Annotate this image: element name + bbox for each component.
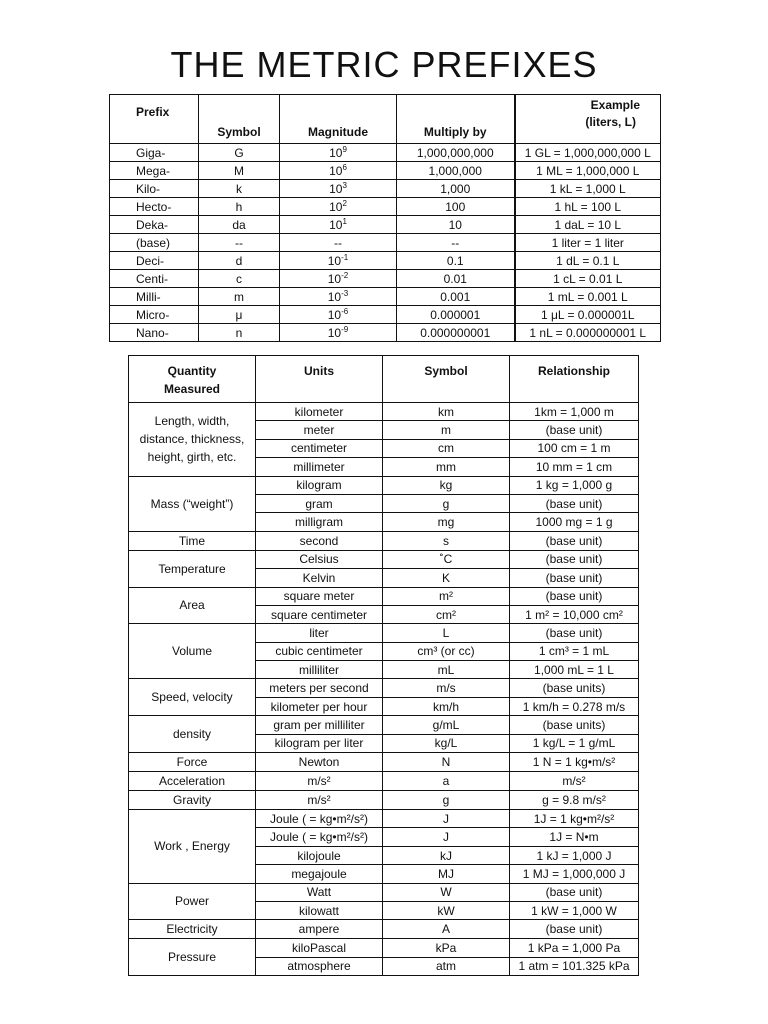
magnitude-exponent: -9 bbox=[341, 324, 349, 334]
relationship-cell: 1 km/h = 0.278 m/s bbox=[510, 697, 639, 715]
quantity-cell: Time bbox=[129, 531, 256, 550]
multiply-cell: 0.001 bbox=[397, 288, 515, 306]
magnitude-base: 10 bbox=[329, 181, 343, 196]
symbol-cell: d bbox=[199, 252, 280, 270]
multiply-cell: 1,000,000,000 bbox=[397, 144, 515, 162]
symbol-cell: g/mL bbox=[383, 716, 510, 734]
units-row bbox=[129, 587, 639, 605]
units-row bbox=[129, 920, 639, 939]
header-relationship: Relationship bbox=[510, 356, 639, 403]
prefix-table-body bbox=[110, 144, 661, 342]
prefix-cell: (base) bbox=[110, 234, 199, 252]
relationship-cell: 1 kW = 1,000 W bbox=[510, 901, 639, 919]
symbol-cell: m² bbox=[383, 587, 510, 605]
unit-cell: millimeter bbox=[256, 458, 383, 476]
prefix-row bbox=[110, 216, 661, 234]
unit-cell: ampere bbox=[256, 920, 383, 939]
relationship-cell: 1 kg = 1,000 g bbox=[510, 476, 639, 494]
units-row bbox=[129, 716, 639, 734]
relationship-cell: (base unit) bbox=[510, 421, 639, 439]
magnitude-cell bbox=[280, 198, 397, 216]
header-symbol: Symbol bbox=[199, 95, 280, 144]
magnitude-base: 10 bbox=[327, 307, 342, 322]
magnitude-cell bbox=[280, 324, 397, 342]
metric-prefixes-table bbox=[109, 94, 661, 342]
magnitude-exponent: 3 bbox=[342, 180, 347, 190]
unit-cell: Kelvin bbox=[256, 569, 383, 587]
relationship-cell: (base unit) bbox=[510, 920, 639, 939]
prefix-row bbox=[110, 324, 661, 342]
magnitude-cell bbox=[280, 234, 397, 252]
symbol-cell: kW bbox=[383, 901, 510, 919]
symbol-cell: J bbox=[383, 810, 510, 828]
relationship-cell: (base units) bbox=[510, 716, 639, 734]
quantity-cell: Force bbox=[129, 753, 256, 772]
unit-cell: m/s² bbox=[256, 791, 383, 810]
header-units: Units bbox=[256, 356, 383, 403]
example-cell: 1 kL = 1,000 L bbox=[515, 180, 661, 198]
unit-cell: gram per milliliter bbox=[256, 716, 383, 734]
unit-cell: kilometer per hour bbox=[256, 697, 383, 715]
magnitude-base: 10 bbox=[329, 145, 343, 160]
prefix-table-header-row bbox=[110, 95, 661, 144]
magnitude-base: 10 bbox=[327, 289, 342, 304]
header-symbol: Symbol bbox=[383, 356, 510, 403]
relationship-cell: 1J = 1 kg•m²/s² bbox=[510, 810, 639, 828]
symbol-cell: a bbox=[383, 772, 510, 791]
quantity-cell: Speed, velocity bbox=[129, 679, 256, 716]
example-cell: 1 hL = 100 L bbox=[515, 198, 661, 216]
prefix-row bbox=[110, 144, 661, 162]
relationship-cell: (base unit) bbox=[510, 624, 639, 642]
unit-cell: megajoule bbox=[256, 865, 383, 883]
magnitude-cell bbox=[280, 216, 397, 234]
units-row bbox=[129, 883, 639, 901]
symbol-cell: G bbox=[199, 144, 280, 162]
magnitude-text: -- bbox=[334, 235, 342, 250]
units-row bbox=[129, 679, 639, 697]
quantity-cell: Length, width, distance, thickness, height, girth, etc. bbox=[129, 403, 256, 477]
prefix-row bbox=[110, 270, 661, 288]
symbol-cell: g bbox=[383, 791, 510, 810]
symbol-cell: h bbox=[199, 198, 280, 216]
multiply-cell: 1,000,000 bbox=[397, 162, 515, 180]
magnitude-exponent: -1 bbox=[341, 252, 349, 262]
units-row bbox=[129, 791, 639, 810]
prefix-cell: Deka- bbox=[110, 216, 199, 234]
multiply-cell: 100 bbox=[397, 198, 515, 216]
symbol-cell: n bbox=[199, 324, 280, 342]
prefix-row bbox=[110, 198, 661, 216]
relationship-cell: 1 kJ = 1,000 J bbox=[510, 846, 639, 864]
magnitude-exponent: -2 bbox=[341, 270, 349, 280]
quantity-cell: Area bbox=[129, 587, 256, 624]
units-row bbox=[129, 939, 639, 957]
header-example-line2: (liters, L) bbox=[585, 115, 636, 129]
multiply-cell: 0.000000001 bbox=[397, 324, 515, 342]
symbol-cell: N bbox=[383, 753, 510, 772]
example-cell: 1 dL = 0.1 L bbox=[515, 252, 661, 270]
symbol-cell: kJ bbox=[383, 846, 510, 864]
magnitude-cell bbox=[280, 252, 397, 270]
unit-cell: kiloPascal bbox=[256, 939, 383, 957]
unit-cell: Celsius bbox=[256, 550, 383, 568]
relationship-cell: (base unit) bbox=[510, 569, 639, 587]
quantity-cell: Temperature bbox=[129, 550, 256, 587]
magnitude-base: 10 bbox=[329, 163, 343, 178]
units-row bbox=[129, 531, 639, 550]
unit-cell: kilojoule bbox=[256, 846, 383, 864]
magnitude-cell bbox=[280, 288, 397, 306]
relationship-cell: 1 kg/L = 1 g/mL bbox=[510, 734, 639, 752]
unit-cell: meter bbox=[256, 421, 383, 439]
unit-cell: Watt bbox=[256, 883, 383, 901]
unit-cell: meters per second bbox=[256, 679, 383, 697]
relationship-cell: 1000 mg = 1 g bbox=[510, 513, 639, 531]
quantity-cell: Acceleration bbox=[129, 772, 256, 791]
magnitude-cell bbox=[280, 180, 397, 198]
symbol-cell: mL bbox=[383, 661, 510, 679]
unit-cell: square centimeter bbox=[256, 605, 383, 623]
multiply-cell: 1,000 bbox=[397, 180, 515, 198]
relationship-cell: 1 atm = 101.325 kPa bbox=[510, 957, 639, 975]
example-cell: 1 GL = 1,000,000,000 L bbox=[515, 144, 661, 162]
symbol-cell: J bbox=[383, 828, 510, 846]
prefix-row bbox=[110, 252, 661, 270]
unit-cell: centimeter bbox=[256, 439, 383, 457]
magnitude-exponent: 2 bbox=[342, 198, 347, 208]
quantity-cell: density bbox=[129, 716, 256, 753]
units-row bbox=[129, 550, 639, 568]
relationship-cell: (base unit) bbox=[510, 883, 639, 901]
relationship-cell: (base unit) bbox=[510, 587, 639, 605]
relationship-cell: (base unit) bbox=[510, 531, 639, 550]
quantity-cell: Gravity bbox=[129, 791, 256, 810]
header-quantity-line2: Measured bbox=[163, 382, 221, 396]
relationship-cell: 10 mm = 1 cm bbox=[510, 458, 639, 476]
relationship-cell: 1 MJ = 1,000,000 J bbox=[510, 865, 639, 883]
header-example bbox=[515, 95, 661, 144]
symbol-cell: s bbox=[383, 531, 510, 550]
unit-cell: Joule ( = kg•m²/s²) bbox=[256, 828, 383, 846]
prefix-cell: Giga- bbox=[110, 144, 199, 162]
unit-cell: kilometer bbox=[256, 403, 383, 421]
header-magnitude: Magnitude bbox=[280, 95, 397, 144]
multiply-cell: -- bbox=[397, 234, 515, 252]
prefix-row bbox=[110, 162, 661, 180]
symbol-cell: da bbox=[199, 216, 280, 234]
symbol-cell: M bbox=[199, 162, 280, 180]
quantity-cell: Power bbox=[129, 883, 256, 920]
symbol-cell: MJ bbox=[383, 865, 510, 883]
quantity-cell: Electricity bbox=[129, 920, 256, 939]
symbol-cell: mm bbox=[383, 458, 510, 476]
symbol-cell: cm³ (or cc) bbox=[383, 642, 510, 660]
units-table-header-row bbox=[129, 356, 639, 403]
unit-cell: milligram bbox=[256, 513, 383, 531]
prefix-row bbox=[110, 288, 661, 306]
symbol-cell: km/h bbox=[383, 697, 510, 715]
units-row bbox=[129, 403, 639, 421]
units-row bbox=[129, 753, 639, 772]
unit-cell: milliliter bbox=[256, 661, 383, 679]
magnitude-cell bbox=[280, 306, 397, 324]
prefix-row bbox=[110, 306, 661, 324]
magnitude-exponent: 6 bbox=[342, 162, 347, 172]
relationship-cell: (base units) bbox=[510, 679, 639, 697]
header-quantity-measured bbox=[129, 356, 256, 403]
unit-cell: kilogram bbox=[256, 476, 383, 494]
symbol-cell: k bbox=[199, 180, 280, 198]
multiply-cell: 0.01 bbox=[397, 270, 515, 288]
unit-cell: cubic centimeter bbox=[256, 642, 383, 660]
magnitude-base: 10 bbox=[327, 325, 342, 340]
page-title: THE METRIC PREFIXES bbox=[170, 44, 598, 85]
symbol-cell: W bbox=[383, 883, 510, 901]
unit-cell: liter bbox=[256, 624, 383, 642]
unit-cell: square meter bbox=[256, 587, 383, 605]
example-cell: 1 μL = 0.000001L bbox=[515, 306, 661, 324]
units-table bbox=[128, 355, 639, 976]
prefix-cell: Micro- bbox=[110, 306, 199, 324]
magnitude-cell bbox=[280, 144, 397, 162]
relationship-cell: 100 cm = 1 m bbox=[510, 439, 639, 457]
multiply-cell: 0.000001 bbox=[397, 306, 515, 324]
symbol-cell: cm bbox=[383, 439, 510, 457]
header-example-line1: Example bbox=[590, 98, 640, 112]
relationship-cell: 1,000 mL = 1 L bbox=[510, 661, 639, 679]
magnitude-cell bbox=[280, 162, 397, 180]
unit-cell: atmosphere bbox=[256, 957, 383, 975]
quantity-cell: Work , Energy bbox=[129, 810, 256, 884]
header-multiply-by: Multiply by bbox=[397, 95, 515, 144]
symbol-cell: m bbox=[199, 288, 280, 306]
magnitude-exponent: -6 bbox=[341, 306, 349, 316]
symbol-cell: c bbox=[199, 270, 280, 288]
prefix-cell: Mega- bbox=[110, 162, 199, 180]
example-cell: 1 mL = 0.001 L bbox=[515, 288, 661, 306]
prefix-cell: Milli- bbox=[110, 288, 199, 306]
unit-cell: Joule ( = kg•m²/s²) bbox=[256, 810, 383, 828]
prefix-row bbox=[110, 234, 661, 252]
symbol-cell: m/s bbox=[383, 679, 510, 697]
example-cell: 1 daL = 10 L bbox=[515, 216, 661, 234]
unit-cell: gram bbox=[256, 494, 383, 512]
magnitude-base: 10 bbox=[329, 217, 343, 232]
symbol-cell: mg bbox=[383, 513, 510, 531]
relationship-cell: (base unit) bbox=[510, 494, 639, 512]
header-quantity-line1: Quantity bbox=[167, 364, 217, 378]
unit-cell: Newton bbox=[256, 753, 383, 772]
example-cell: 1 cL = 0.01 L bbox=[515, 270, 661, 288]
magnitude-base: 10 bbox=[329, 199, 343, 214]
symbol-cell: kg bbox=[383, 476, 510, 494]
relationship-cell: (base unit) bbox=[510, 550, 639, 568]
symbol-cell: ˚C bbox=[383, 550, 510, 568]
magnitude-exponent: 1 bbox=[342, 216, 347, 226]
prefix-cell: Centi- bbox=[110, 270, 199, 288]
quantity-cell: Pressure bbox=[129, 939, 256, 976]
header-prefix: Prefix bbox=[110, 95, 199, 144]
symbol-cell: g bbox=[383, 494, 510, 512]
prefix-cell: Deci- bbox=[110, 252, 199, 270]
units-row bbox=[129, 772, 639, 791]
units-row bbox=[129, 810, 639, 828]
magnitude-exponent: -3 bbox=[341, 288, 349, 298]
units-row bbox=[129, 476, 639, 494]
prefix-cell: Nano- bbox=[110, 324, 199, 342]
symbol-cell: μ bbox=[199, 306, 280, 324]
prefix-cell: Kilo- bbox=[110, 180, 199, 198]
symbol-cell: m bbox=[383, 421, 510, 439]
relationship-cell: 1 kPa = 1,000 Pa bbox=[510, 939, 639, 957]
prefix-cell: Hecto- bbox=[110, 198, 199, 216]
multiply-cell: 0.1 bbox=[397, 252, 515, 270]
units-table-body bbox=[129, 403, 639, 976]
symbol-cell: L bbox=[383, 624, 510, 642]
symbol-cell: atm bbox=[383, 957, 510, 975]
unit-cell: kilogram per liter bbox=[256, 734, 383, 752]
quantity-cell: Mass (“weight”) bbox=[129, 476, 256, 531]
quantity-cell: Volume bbox=[129, 624, 256, 679]
relationship-cell: 1km = 1,000 m bbox=[510, 403, 639, 421]
symbol-cell: kPa bbox=[383, 939, 510, 957]
relationship-cell: g = 9.8 m/s² bbox=[510, 791, 639, 810]
symbol-cell: km bbox=[383, 403, 510, 421]
prefix-row bbox=[110, 180, 661, 198]
relationship-cell: 1 N = 1 kg•m/s² bbox=[510, 753, 639, 772]
magnitude-cell bbox=[280, 270, 397, 288]
units-row bbox=[129, 624, 639, 642]
relationship-cell: 1J = N•m bbox=[510, 828, 639, 846]
multiply-cell: 10 bbox=[397, 216, 515, 234]
symbol-cell: A bbox=[383, 920, 510, 939]
unit-cell: m/s² bbox=[256, 772, 383, 791]
symbol-cell: K bbox=[383, 569, 510, 587]
symbol-cell: cm² bbox=[383, 605, 510, 623]
magnitude-exponent: 9 bbox=[342, 144, 347, 154]
symbol-cell: -- bbox=[199, 234, 280, 252]
unit-cell: kilowatt bbox=[256, 901, 383, 919]
magnitude-base: 10 bbox=[327, 271, 342, 286]
magnitude-base: 10 bbox=[327, 253, 342, 268]
relationship-cell: 1 m² = 10,000 cm² bbox=[510, 605, 639, 623]
relationship-cell: 1 cm³ = 1 mL bbox=[510, 642, 639, 660]
example-cell: 1 liter = 1 liter bbox=[515, 234, 661, 252]
example-cell: 1 ML = 1,000,000 L bbox=[515, 162, 661, 180]
unit-cell: second bbox=[256, 531, 383, 550]
example-cell: 1 nL = 0.000000001 L bbox=[515, 324, 661, 342]
relationship-cell: m/s² bbox=[510, 772, 639, 791]
symbol-cell: kg/L bbox=[383, 734, 510, 752]
